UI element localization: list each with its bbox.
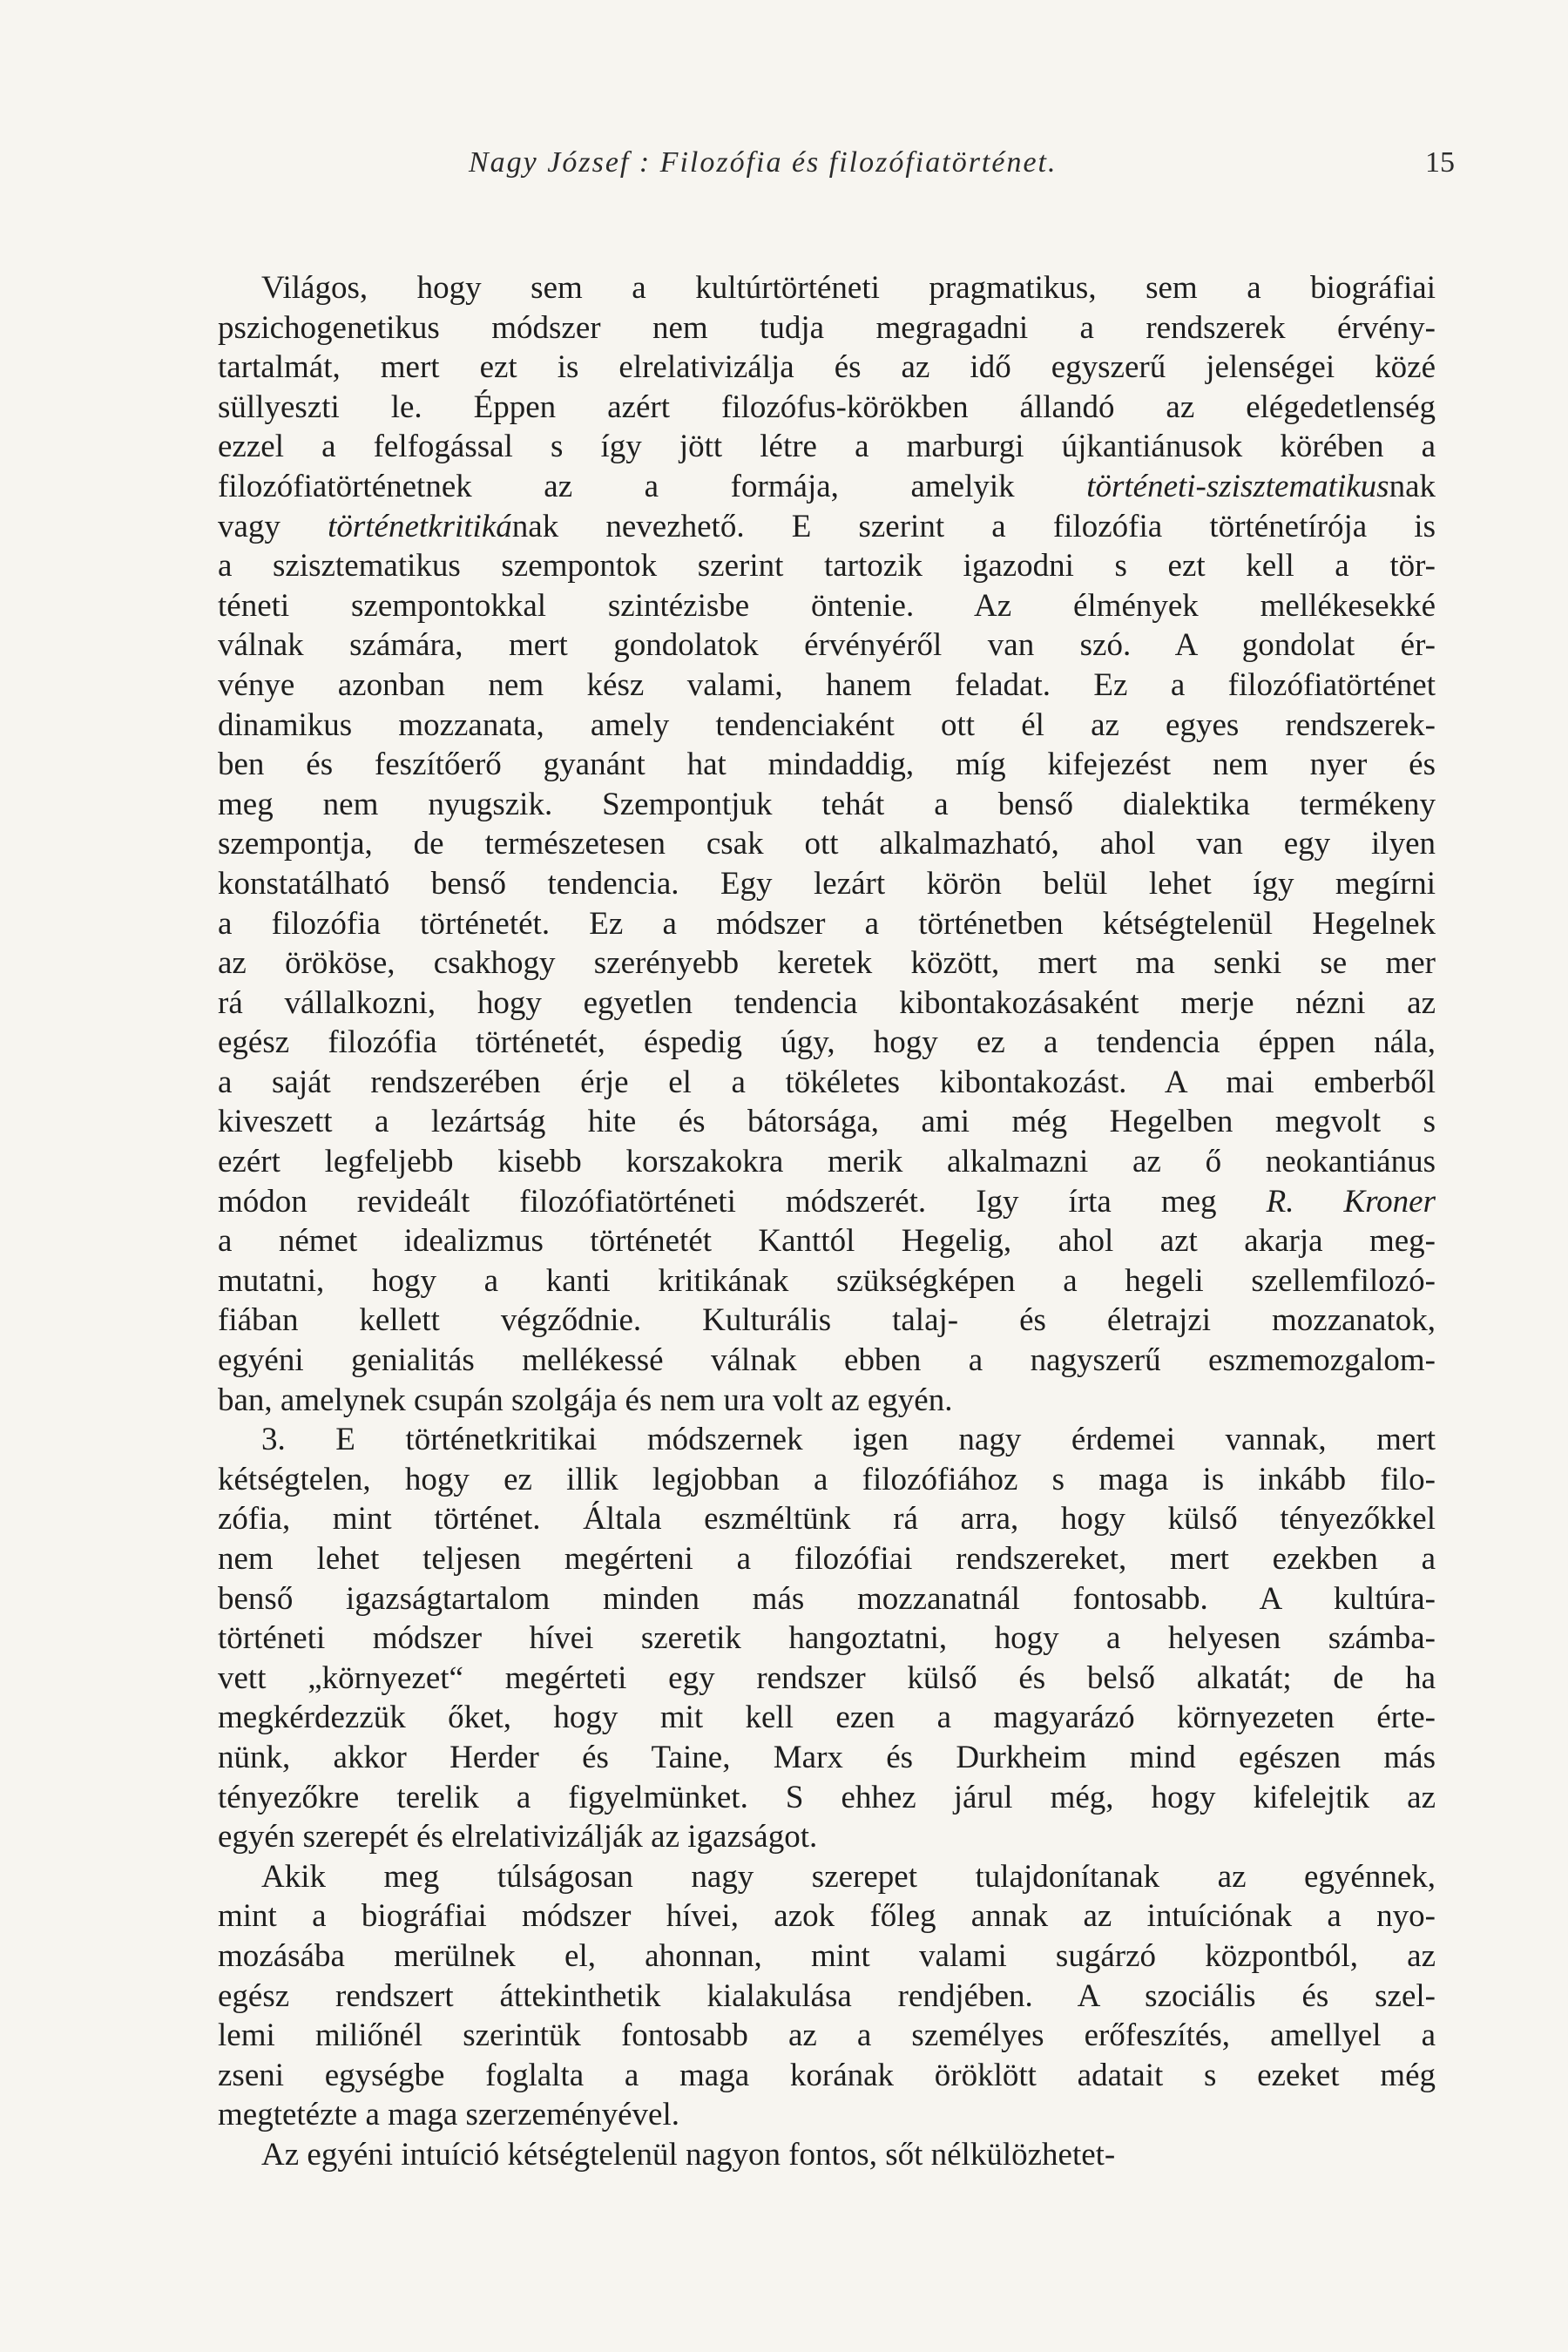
page-number: 15 <box>1425 146 1455 179</box>
running-title: Nagy József : Filozófia és filozófiatörténet. <box>469 146 1058 179</box>
running-header <box>218 146 1455 190</box>
text-line: szempontja, de természetesen csak ott alkalmazható, ahol van egy ilyen <box>218 826 1436 862</box>
text-line: vett „környezet“ megérteti egy rendszer külső és belső alkatát; de ha <box>218 1659 1436 1696</box>
body-text <box>218 268 1436 2175</box>
text-line: zseni egységbe foglalta a maga korának öröklött adatait s ezeket még <box>218 2057 1436 2093</box>
text-line: megkérdezzük őket, hogy mit kell ezen a magyarázó környezeten érte- <box>218 1700 1436 1736</box>
text-run: módon revideált filozófiatörténeti módszerét. Igy írta meg <box>218 1183 1267 1220</box>
text-line: lemi miliőnél szerintük fontosabb az a személyes erőfeszítés, amellyel a <box>218 2017 1436 2054</box>
text-line: mozásába merülnek el, ahonnan, mint valami sugárzó központból, az <box>218 1937 1436 1974</box>
text-line: Akik meg túlságosan nagy szerepet tulajdonítanak az egyénnek, <box>261 1858 1436 1895</box>
text-line: tényezőkre terelik a figyelmünket. S ehhez járul még, hogy kifelejtik az <box>218 1779 1436 1815</box>
text-line: ben és feszítőerő gyanánt hat mindaddig, míg kifejezést nem nyer és <box>218 747 1436 783</box>
text-line: ezért legfeljebb kisebb korszakokra merik alkalmazni az ő neokantiánus <box>218 1144 1436 1180</box>
text-run: nak <box>1389 468 1436 504</box>
italic-term: R. Kroner <box>1266 1183 1436 1220</box>
text-line: pszichogenetikus módszer nem tudja megragadni a rendszerek érvény- <box>218 309 1436 346</box>
italic-term: történetkritiká <box>328 508 512 544</box>
text-line: történeti módszer hívei szeretik hangoztatni, hogy a helyesen számba- <box>218 1620 1436 1657</box>
text-line: 3. E történetkritikai módszernek igen nagy érdemei vannak, mert <box>261 1422 1436 1458</box>
text-line: Az egyéni intuíció kétségtelenül nagyon fontos, sőt nélkülözhetet- <box>261 2136 1116 2173</box>
text-line: téneti szempontokkal szintézisbe öntenie. Az élmények mellékesekké <box>218 587 1436 624</box>
text-line: nünk, akkor Herder és Taine, Marx és Durkheim mind egészen más <box>218 1739 1436 1775</box>
text-line: az örököse, csakhogy szerényebb keretek között, mert ma senki se mer <box>218 945 1436 982</box>
text-line: fiában kellett végződnie. Kulturális talaj- és életrajzi mozzanatok, <box>218 1302 1436 1339</box>
text-line: a német idealizmus történetét Kanttól Hegelig, ahol azt akarja meg- <box>218 1223 1436 1260</box>
text-line: vénye azonban nem kész valami, hanem feladat. Ez a filozófiatörténet <box>218 666 1436 703</box>
text-line: a szisztematikus szempontok szerint tartozik igazodni s ezt kell a tör- <box>218 548 1436 585</box>
text-line: meg nem nyugszik. Szempontjuk tehát a benső dialektika termékeny <box>218 786 1436 822</box>
text-line: rá vállalkozni, hogy egyetlen tendencia kibontakozásaként merje nézni az <box>218 984 1436 1021</box>
text-line: tartalmát, mert ezt is elrelativizálja és az idő egyszerű jelenségei közé <box>218 349 1436 386</box>
text-line: ban, amelynek csupán szolgája és nem ura volt az egyén. <box>218 1382 953 1418</box>
text-line: egyéni genialitás mellékessé válnak ebben a nagyszerű eszmemozgalom- <box>218 1342 1436 1379</box>
text-line: zófia, mint történet. Általa eszméltünk rá arra, hogy külső tényezőkkel <box>218 1501 1436 1538</box>
text-line <box>218 507 1436 547</box>
text-line: egész filozófia történetét, éspedig úgy, hogy ez a tendencia éppen nála, <box>218 1024 1436 1061</box>
italic-term: történeti-szisztematikus <box>1086 468 1389 504</box>
text-line: mutatni, hogy a kanti kritikának szükségképen a hegeli szellemfilozó- <box>218 1262 1436 1299</box>
text-line: kiveszett a lezártság hite és bátorsága, ami még Hegelben megvolt s <box>218 1104 1436 1140</box>
text-line: konstatálható benső tendencia. Egy lezárt körön belül lehet így megírni <box>218 865 1436 902</box>
text-line: a saját rendszerében érje el a tökéletes kibontakozást. A mai emberből <box>218 1064 1436 1100</box>
text-line: süllyeszti le. Éppen azért filozófus-körökben állandó az elégedetlenség <box>218 389 1436 425</box>
text-line: nem lehet teljesen megérteni a filozófiai rendszereket, mert ezekben a <box>218 1541 1436 1577</box>
text-line: Világos, hogy sem a kultúrtörténeti pragmatikus, sem a biográfiai <box>261 270 1436 306</box>
text-line <box>218 1182 1436 1222</box>
text-line: mint a biográfiai módszer hívei, azok főleg annak az intuíciónak a nyo- <box>218 1898 1436 1935</box>
text-run: filozófiatörténetnek az a formája, amelyik <box>218 468 1087 504</box>
text-line: válnak számára, mert gondolatok érvényéről van szó. A gondolat ér- <box>218 627 1436 664</box>
text-run: nak nevezhető. E szerint a filozófia történetírója is <box>511 508 1436 544</box>
text-line: dinamikus mozzanata, amely tendenciaként ott él az egyes rendszerek- <box>218 706 1436 743</box>
text-line: megtetézte a maga szerzeményével. <box>218 2097 680 2133</box>
text-line: ezzel a felfogással s így jött létre a marburgi újkantiánusok körében a <box>218 429 1436 465</box>
text-line: kétségtelen, hogy ez illik legjobban a filozófiához s maga is inkább filo- <box>218 1461 1436 1497</box>
text-line: a filozófia történetét. Ez a módszer a történetben kétségtelenül Hegelnek <box>218 905 1436 942</box>
text-line: egész rendszert áttekinthetik kialakulása rendjében. A szociális és szel- <box>218 1977 1436 2014</box>
text-line <box>218 467 1436 507</box>
text-line: benső igazságtartalom minden más mozzanatnál fontosabb. A kultúra- <box>218 1580 1436 1617</box>
text-line: egyén szerepét és elrelativizálják az igazságot. <box>218 1819 818 1855</box>
text-run: vagy <box>218 508 328 544</box>
